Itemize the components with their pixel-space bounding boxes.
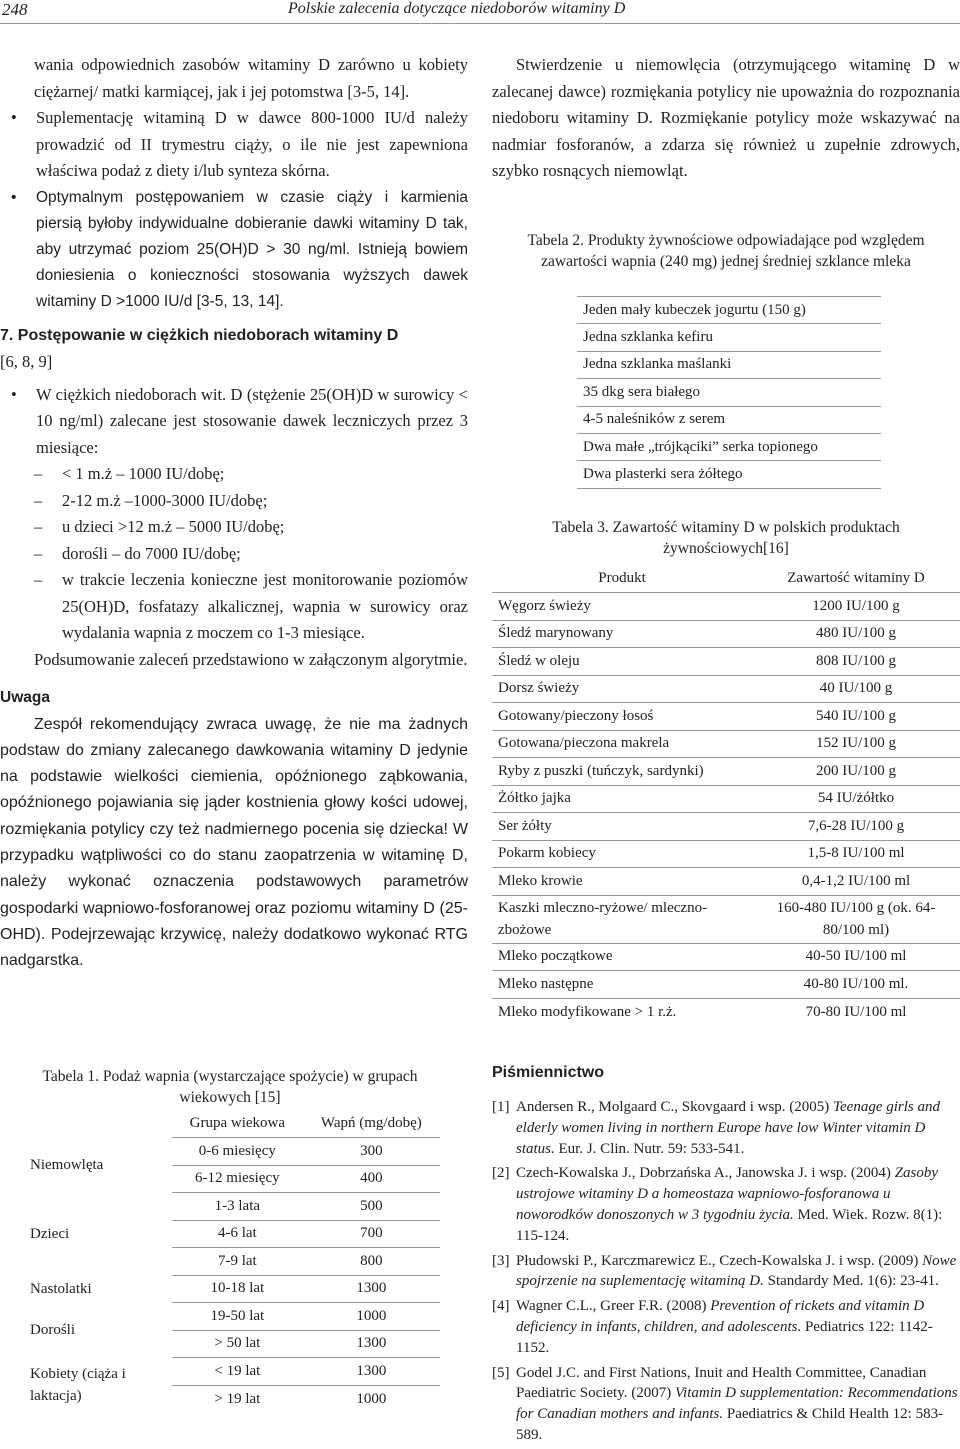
reference-title: Teenage girls and elderly women living in northern Europe have low Winter vitamin D status. (516, 1099, 940, 1157)
table3-value: 480 IU/100 g (752, 620, 960, 648)
dose-item: – u dzieci >12 m.ż – 5000 IU/dobę; (0, 514, 468, 541)
uwaga-paragraph: Zespół rekomendujący zwraca uwagę, że nie ma żadnych podstaw do zmiany zalecanego dawkowania witaminy D jedynie na podstawie wielkości ciemienia, opóźnionego ząbkowania, opóźnionego pojawiania się jąder kostnienia głowy kości udowej, rozmiękania potylicy czy też nadmiernego pocenia się dziecka! W przypadku wątpliwości co do stanu zaopatrzenia w witaminę D, należy wykonać oznaczenia podstawowych parametrów gospodarki wapniowo-fosforanowej oraz poziomu witaminy D (25-OHD). Podejrzewając krzywicę, należy dodatkowo wykonać RTG nadgarstka. (0, 715, 468, 970)
reference-source: Pediatrics 122: 1142-1152. (516, 1318, 933, 1356)
table2-row (577, 324, 881, 351)
left-column (0, 52, 468, 974)
table1-calcium: 1000 (303, 1385, 440, 1413)
reference-source: Eur. J. Clin. Nutr. 59: 533-541. (554, 1140, 745, 1157)
table2-row (577, 406, 881, 433)
paragraph-continuation: wania odpowiednich zasobów witaminy D zarówno u kobiety ciężarnej/ matki karmiącej, jak i jej potomstwa [3-5, 14]. (34, 55, 468, 101)
table1-row (24, 1303, 440, 1331)
table3-row (492, 675, 960, 703)
table3 (492, 565, 960, 1026)
reference-item (492, 1251, 960, 1293)
reference-authors: Płudowski P., Karczmarewicz E., Czech-Kowalska J. i wsp. (2009) (516, 1252, 923, 1269)
table2-row (577, 379, 881, 406)
section-7-refs: [6, 8, 9] (0, 352, 53, 371)
table3-header-product: Produkt (598, 570, 646, 586)
reference-title: Vitamin D supplementation: Recommendations for Canadian mothers and infants. (516, 1385, 958, 1423)
reference-number: [3] (492, 1252, 510, 1269)
table2-cell: Dwa plasterki sera żółtego (577, 461, 881, 488)
table3-product: Dorsz świeży (492, 675, 752, 703)
table1 (24, 1110, 440, 1413)
table3-row (492, 785, 960, 813)
table2-cell: Dwa małe „trójkąciki” serka topionego (577, 433, 881, 460)
table3-value: 40-50 IU/100 ml (752, 943, 960, 971)
reference-number: [4] (492, 1298, 510, 1315)
table1-age: 19-50 lat (172, 1303, 303, 1331)
reference-source: Paediatrics & Child Health 12: 583-589. (516, 1406, 944, 1443)
table1-age: 4-6 lat (172, 1220, 303, 1248)
table3-row (492, 895, 960, 943)
table3-product: Mleko początkowe (492, 943, 752, 971)
reference-source: Med. Wiek. Rozw. 8(1): 115-124. (516, 1206, 943, 1244)
table3-product: Mleko następne (492, 971, 752, 999)
table1-calcium: 300 (303, 1138, 440, 1166)
page-header (0, 0, 960, 24)
table3-row (492, 703, 960, 731)
table2-row (577, 461, 881, 488)
table3-value: 808 IU/100 g (752, 648, 960, 676)
table1-calcium: 1300 (303, 1275, 440, 1303)
table2-row (577, 297, 881, 324)
table1-group: Dzieci (30, 1225, 70, 1242)
reference-authors: Andersen R., Molgaard C., Skovgaard i wsp. (2005) (516, 1099, 834, 1115)
table3-row (492, 648, 960, 676)
reference-authors: Wagner C.L., Greer F.R. (2008) (516, 1298, 711, 1315)
table2-caption: Tabela 2. Produkty żywnościowe odpowiadające pod względem zawartości wapnia (240 mg) jednej średniej szklance mleka (527, 232, 925, 270)
table2-cell: 4-5 naleśników z serem (577, 406, 881, 433)
table3-product: Ryby z puszki (tuńczyk, sardynki) (492, 758, 752, 786)
table3-product: Śledź w oleju (492, 648, 752, 676)
dose-item: – dorośli – do 7000 IU/dobę; (0, 541, 468, 568)
references-heading: Piśmiennictwo (492, 1064, 605, 1081)
table2-row (577, 433, 881, 460)
table2 (577, 296, 881, 489)
dose-item: – < 1 m.ż – 1000 IU/dobę; (0, 461, 468, 488)
table3-value: 54 IU/żółtko (752, 785, 960, 813)
table3-value: 40-80 IU/100 ml. (752, 971, 960, 999)
table3-product: Pokarm kobiecy (492, 840, 752, 868)
table1-header-age: Grupa wiekowa (189, 1115, 286, 1131)
bullet-optimal: • Optymalnym postępowaniem w czasie ciąży i karmienia piersią byłoby indywidualne dobieranie dawki witaminy D tak, aby utrzymać poziom 25(OH)D > 30 ng/ml. Istnieją bowiem doniesienia o konieczności stosowania wyższych dawek witaminy D >1000 IU/d [3-5, 13, 14]. (0, 185, 468, 315)
table1-group: Dorośli (30, 1322, 75, 1338)
table3-row (492, 840, 960, 868)
table3-row (492, 813, 960, 841)
reference-number: [5] (492, 1364, 510, 1381)
table3-value: 1,5-8 IU/100 ml (752, 840, 960, 868)
table1-age: > 50 lat (172, 1330, 303, 1358)
reference-item (492, 1097, 960, 1159)
table1-age: > 19 lat (172, 1385, 303, 1413)
bullet-severe: • W ciężkich niedoborach wit. D (stężenie 25(OH)D w surowicy < 10 ng/ml) zalecane jest stosowanie dawek leczniczych przez 3 miesiące: (0, 382, 468, 462)
table3-product: Śledź marynowany (492, 620, 752, 648)
table3-value: 152 IU/100 g (752, 730, 960, 758)
table2-cell: Jedna szklanka kefiru (577, 324, 881, 351)
table3-value: 7,6-28 IU/100 g (752, 813, 960, 841)
bullet-supplementation: • Suplementację witaminą D w dawce 800-1000 IU/d należy prowadzić od II trymestru ciąży, o ile nie jest zapewniona właściwa podaż z diety i/lub synteza skórna. (0, 105, 468, 185)
table1-age: 1-3 lata (172, 1193, 303, 1221)
table1-age: 6-12 miesięcy (172, 1165, 303, 1193)
table1-age: 10-18 lat (172, 1275, 303, 1303)
table1-age: 0-6 miesięcy (172, 1138, 303, 1166)
table1-header-calcium: Wapń (mg/dobę) (320, 1115, 422, 1131)
table1-calcium: 1300 (303, 1358, 440, 1386)
paragraph-rickets: Stwierdzenie u niemowlęcia (otrzymującego witaminę D w zalecanej dawce) rozmiękania potylicy nie upoważnia do rozpoznania niedoboru witaminy D. Rozmiękanie potylicy może wskazywać na nadmiar fosforanów, a zdarza się również u zupełnie zdrowych, szybko rosnących niemowląt. (492, 55, 960, 180)
table1-calcium: 1000 (303, 1303, 440, 1331)
table3-row (492, 730, 960, 758)
reference-number: [1] (492, 1099, 510, 1115)
table2-cell: Jedna szklanka maślanki (577, 351, 881, 378)
table3-product: Mleko krowie (492, 868, 752, 896)
table3-value: 1200 IU/100 g (752, 593, 960, 621)
table3-row (492, 868, 960, 896)
table1-group: Nastolatki (30, 1280, 92, 1297)
dose-item: – 2-12 m.ż –1000-3000 IU/dobę; (0, 488, 468, 515)
running-title: Polskie zalecenia dotyczące niedoborów witaminy D (288, 0, 626, 17)
table3-row (492, 758, 960, 786)
table3-value: 160-480 IU/100 g (ok. 64-80/100 ml) (752, 895, 960, 943)
table1-header-row (24, 1110, 440, 1138)
table3-header-row (492, 565, 960, 593)
table3-caption: Tabela 3. Zawartość witaminy D w polskich produktach żywnościowych[16] (552, 519, 900, 557)
table3-value: 200 IU/100 g (752, 758, 960, 786)
table2-row (577, 351, 881, 378)
table1-calcium: 700 (303, 1220, 440, 1248)
table1-group: Niemowlęta (30, 1157, 104, 1173)
table3-row (492, 593, 960, 621)
table3-value: 70-80 IU/100 ml (752, 998, 960, 1026)
table3-row (492, 971, 960, 999)
table3-product: Gotowana/pieczona makrela (492, 730, 752, 758)
table1-row (24, 1358, 440, 1386)
page-number: 248 (2, 0, 28, 19)
table2-cell: 35 dkg sera białego (577, 379, 881, 406)
table3-product: Gotowany/pieczony łosoś (492, 703, 752, 731)
table3-product: Żółtko jajka (492, 785, 752, 813)
reference-authors: Godel J.C. and First Nations, Inuit and Health Committee, Canadian Paediatric Society. (2007) (516, 1364, 927, 1402)
reference-title: Prevention of rickets and vitamin D deficiency in infants, children, and adolescents. (516, 1298, 925, 1335)
table1-row (24, 1138, 440, 1166)
table1-calcium: 800 (303, 1248, 440, 1276)
table1-caption: Tabela 1. Podaż wapnia (wystarczające spożycie) w grupach wiekowych [15] (42, 1068, 418, 1106)
reference-title: Nowe spojrzenie na suplementację witaminą D. (516, 1252, 957, 1290)
table3-row (492, 943, 960, 971)
right-column (492, 52, 960, 185)
table3-header-content: Zawartość witaminy D (787, 570, 925, 586)
table1-group: Kobiety (ciąża i laktacja) (30, 1366, 126, 1404)
uwaga-heading: Uwaga (0, 689, 50, 706)
table3-value: 40 IU/100 g (752, 675, 960, 703)
reference-item (492, 1363, 960, 1446)
table1-calcium: 400 (303, 1165, 440, 1193)
reference-item (492, 1296, 960, 1358)
reference-title: Zasoby ustrojowe witaminy D a homeostaza wapniowo-fosforanowa u noworodków donoszonych w 3 tygodniu życia. (516, 1165, 939, 1223)
table3-product: Kaszki mleczno-ryżowe/ mleczno-zbożowe (492, 895, 752, 943)
table1-calcium: 500 (303, 1193, 440, 1221)
table3-value: 0,4-1,2 IU/100 ml (752, 868, 960, 896)
table2-cell: Jeden mały kubeczek jogurtu (150 g) (577, 297, 881, 324)
dose-item: – w trakcie leczenia konieczne jest monitorowanie poziomów 25(OH)D, fosfatazy alkalicznej, wapnia w surowicy oraz wydalania wapnia z moczem co 1-3 miesiące. (0, 567, 468, 647)
table3-product: Ser żółty (492, 813, 752, 841)
table3-product: Mleko modyfikowane > 1 r.ż. (492, 998, 752, 1026)
table1-age: < 19 lat (172, 1358, 303, 1386)
table3-product: Węgorz świeży (492, 593, 752, 621)
reference-source: Standardy Med. 1(6): 23-41. (763, 1273, 939, 1290)
reference-number: [2] (492, 1165, 510, 1182)
table3-value: 540 IU/100 g (752, 703, 960, 731)
table1-row (24, 1275, 440, 1303)
table1-row (24, 1193, 440, 1221)
table3-row (492, 998, 960, 1026)
table1-age: 7-9 lat (172, 1248, 303, 1276)
table3-row (492, 620, 960, 648)
reference-authors: Czech-Kowalska J., Dobrzańska A., Janowska J. i wsp. (2004) (516, 1165, 895, 1182)
table1-calcium: 1300 (303, 1330, 440, 1358)
reference-item (492, 1163, 960, 1246)
references-list (492, 1097, 960, 1449)
summary-paragraph: Podsumowanie zaleceń przedstawiono w załączonym algorytmie. (34, 649, 468, 669)
section-7-heading: 7. Postępowanie w ciężkich niedoborach witaminy D (0, 326, 399, 344)
